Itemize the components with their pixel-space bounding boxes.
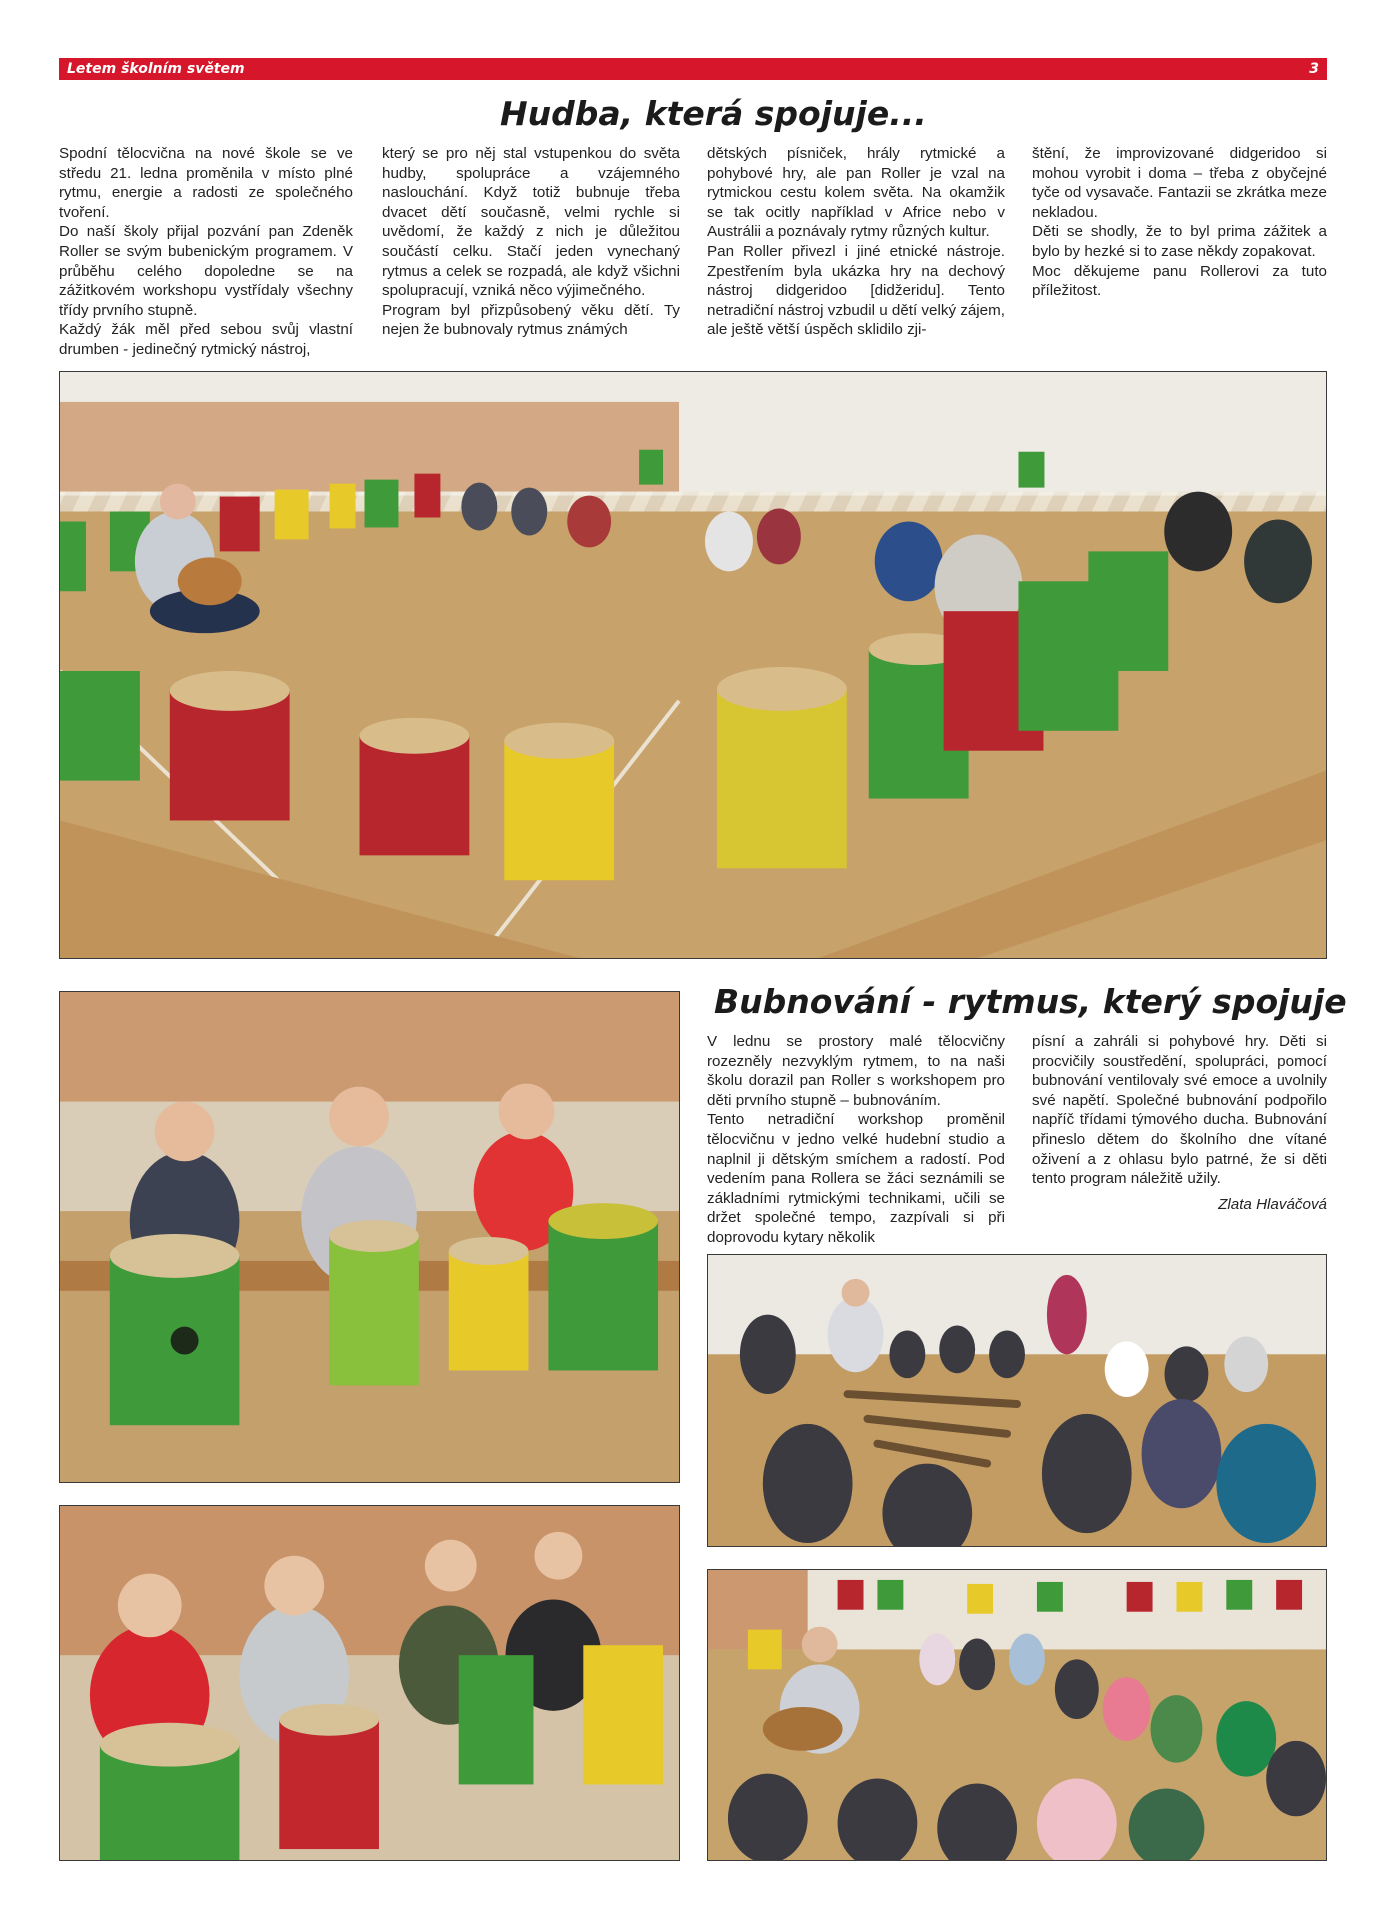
photo-illustration xyxy=(708,1255,1326,1546)
paragraph: Program byl přizpůsobený věku dětí. Ty nejen že bubnovaly rytmus známých xyxy=(382,301,680,339)
photo-illustration xyxy=(60,372,1326,958)
article1-column-4 xyxy=(1032,144,1327,301)
photo-illustration xyxy=(60,1506,679,1860)
article1-column-1 xyxy=(59,144,353,360)
page-number: 3 xyxy=(1309,61,1319,77)
photo-illustration xyxy=(708,1570,1326,1860)
photo-drum-circle-gym xyxy=(59,371,1327,959)
article2-column-1 xyxy=(707,1032,1005,1248)
photo-didgeridoo-circle xyxy=(707,1254,1327,1547)
paragraph: Děti se shodly, že to byl prima zážitek a bylo by hezké si to zase někdy zopakovat. xyxy=(1032,223,1327,260)
section-name: Letem školním světem xyxy=(67,61,245,77)
paragraph: Pan Roller přivezl i jiné etnické nástroje. Zpestřením byla ukázka hry na dechový nástroj didgeridoo [didžeridu]. Tento netradiční nástroj vzbudil u dětí velký zájem, ale ještě větší úspěch sklidilo zji- xyxy=(707,242,1005,339)
article-title-bubnovani: Bubnování - rytmus, který spojuje xyxy=(714,982,1347,1021)
paragraph: písní a zahráli si pohybové hry. Děti si procvičily soustředění, spolupráci, pomocí bubnování ventilovaly své emoce a uvolnily své napětí. Společné bubnování podpořilo napříč třídami týmového ducha. Bubnování přineslo dětem do školního dne vítané oživení a z ohlasu bylo patrné, že si děti tento program náležitě užily. xyxy=(1032,1033,1327,1188)
article2-column-2 xyxy=(1032,1032,1327,1214)
paragraph: štění, že improvizované didgeridoo si mohou vyrobit i doma – třeba z obyčejné tyče od vysavače. Fantazii se zkrátka meze nekladou. xyxy=(1032,145,1327,221)
article-author: Zlata Hlaváčová xyxy=(1218,1195,1327,1213)
paragraph: Moc děkujeme panu Rollerovi za tuto příležitost. xyxy=(1032,262,1327,300)
article-title-hudba: Hudba, která spojuje... xyxy=(500,94,927,133)
paragraph: Do naší školy přijal pozvání pan Zdeněk Roller se svým bubenickým programem. V průběhu celého dopoledne se na zážitkovém workshopu vystřídaly všechny třídy prvního stupně. xyxy=(59,223,353,319)
paragraph: který se pro něj stal vstupenkou do světa hudby, spolupráce a vzájemného naslouchání. Když totiž bubnuje třeba dvacet dětí současně, velmi rychle si uvědomí, že každý z nich je důležitou součástí celku. Stačí jeden vynechaný rytmus a celek se rozpadá, ale když všichni spolupracují, vzniká něco výjimečného. xyxy=(382,145,680,300)
photo-children-drumming xyxy=(59,1505,680,1861)
article1-column-2 xyxy=(382,144,680,340)
photo-boys-drumming xyxy=(59,991,680,1483)
article1-column-3 xyxy=(707,144,1005,340)
paragraph: Každý žák měl před sebou svůj vlastní drumben - jedinečný rytmický nástroj, xyxy=(59,321,353,358)
paragraph: V lednu se prostory malé tělocvičny rozezněly nezvyklým rytmem, to na naši školu dorazil pan Roller s workshopem pro děti prvního stupně – bubnováním. xyxy=(707,1033,1005,1109)
photo-illustration xyxy=(60,992,679,1482)
paragraph: dětských písniček, hrály rytmické a pohybové hry, ale pan Roller je vzal na rytmickou cestu kolem světa. Na okamžik se tak ocitly například v Africe nebo v Austrálii a poznávaly rytmy různých kultur. xyxy=(707,145,1005,241)
section-header-bar xyxy=(59,58,1327,80)
paragraph: Spodní tělocvična na nové škole se ve středu 21. ledna proměnila v místo plné rytmu, energie a radosti ze společného tvoření. xyxy=(59,145,353,221)
photo-guitar-young-children xyxy=(707,1569,1327,1861)
paragraph: Tento netradiční workshop proměnil tělocvičnu v jedno velké hudební studio a naplnil ji dětským smíchem a radostí. Pod vedením pana Rollera se žáci seznámili se základními rytmickými technikami, učili se držet společné tempo, zazpívali si při doprovodu kytary několik xyxy=(707,1111,1005,1246)
